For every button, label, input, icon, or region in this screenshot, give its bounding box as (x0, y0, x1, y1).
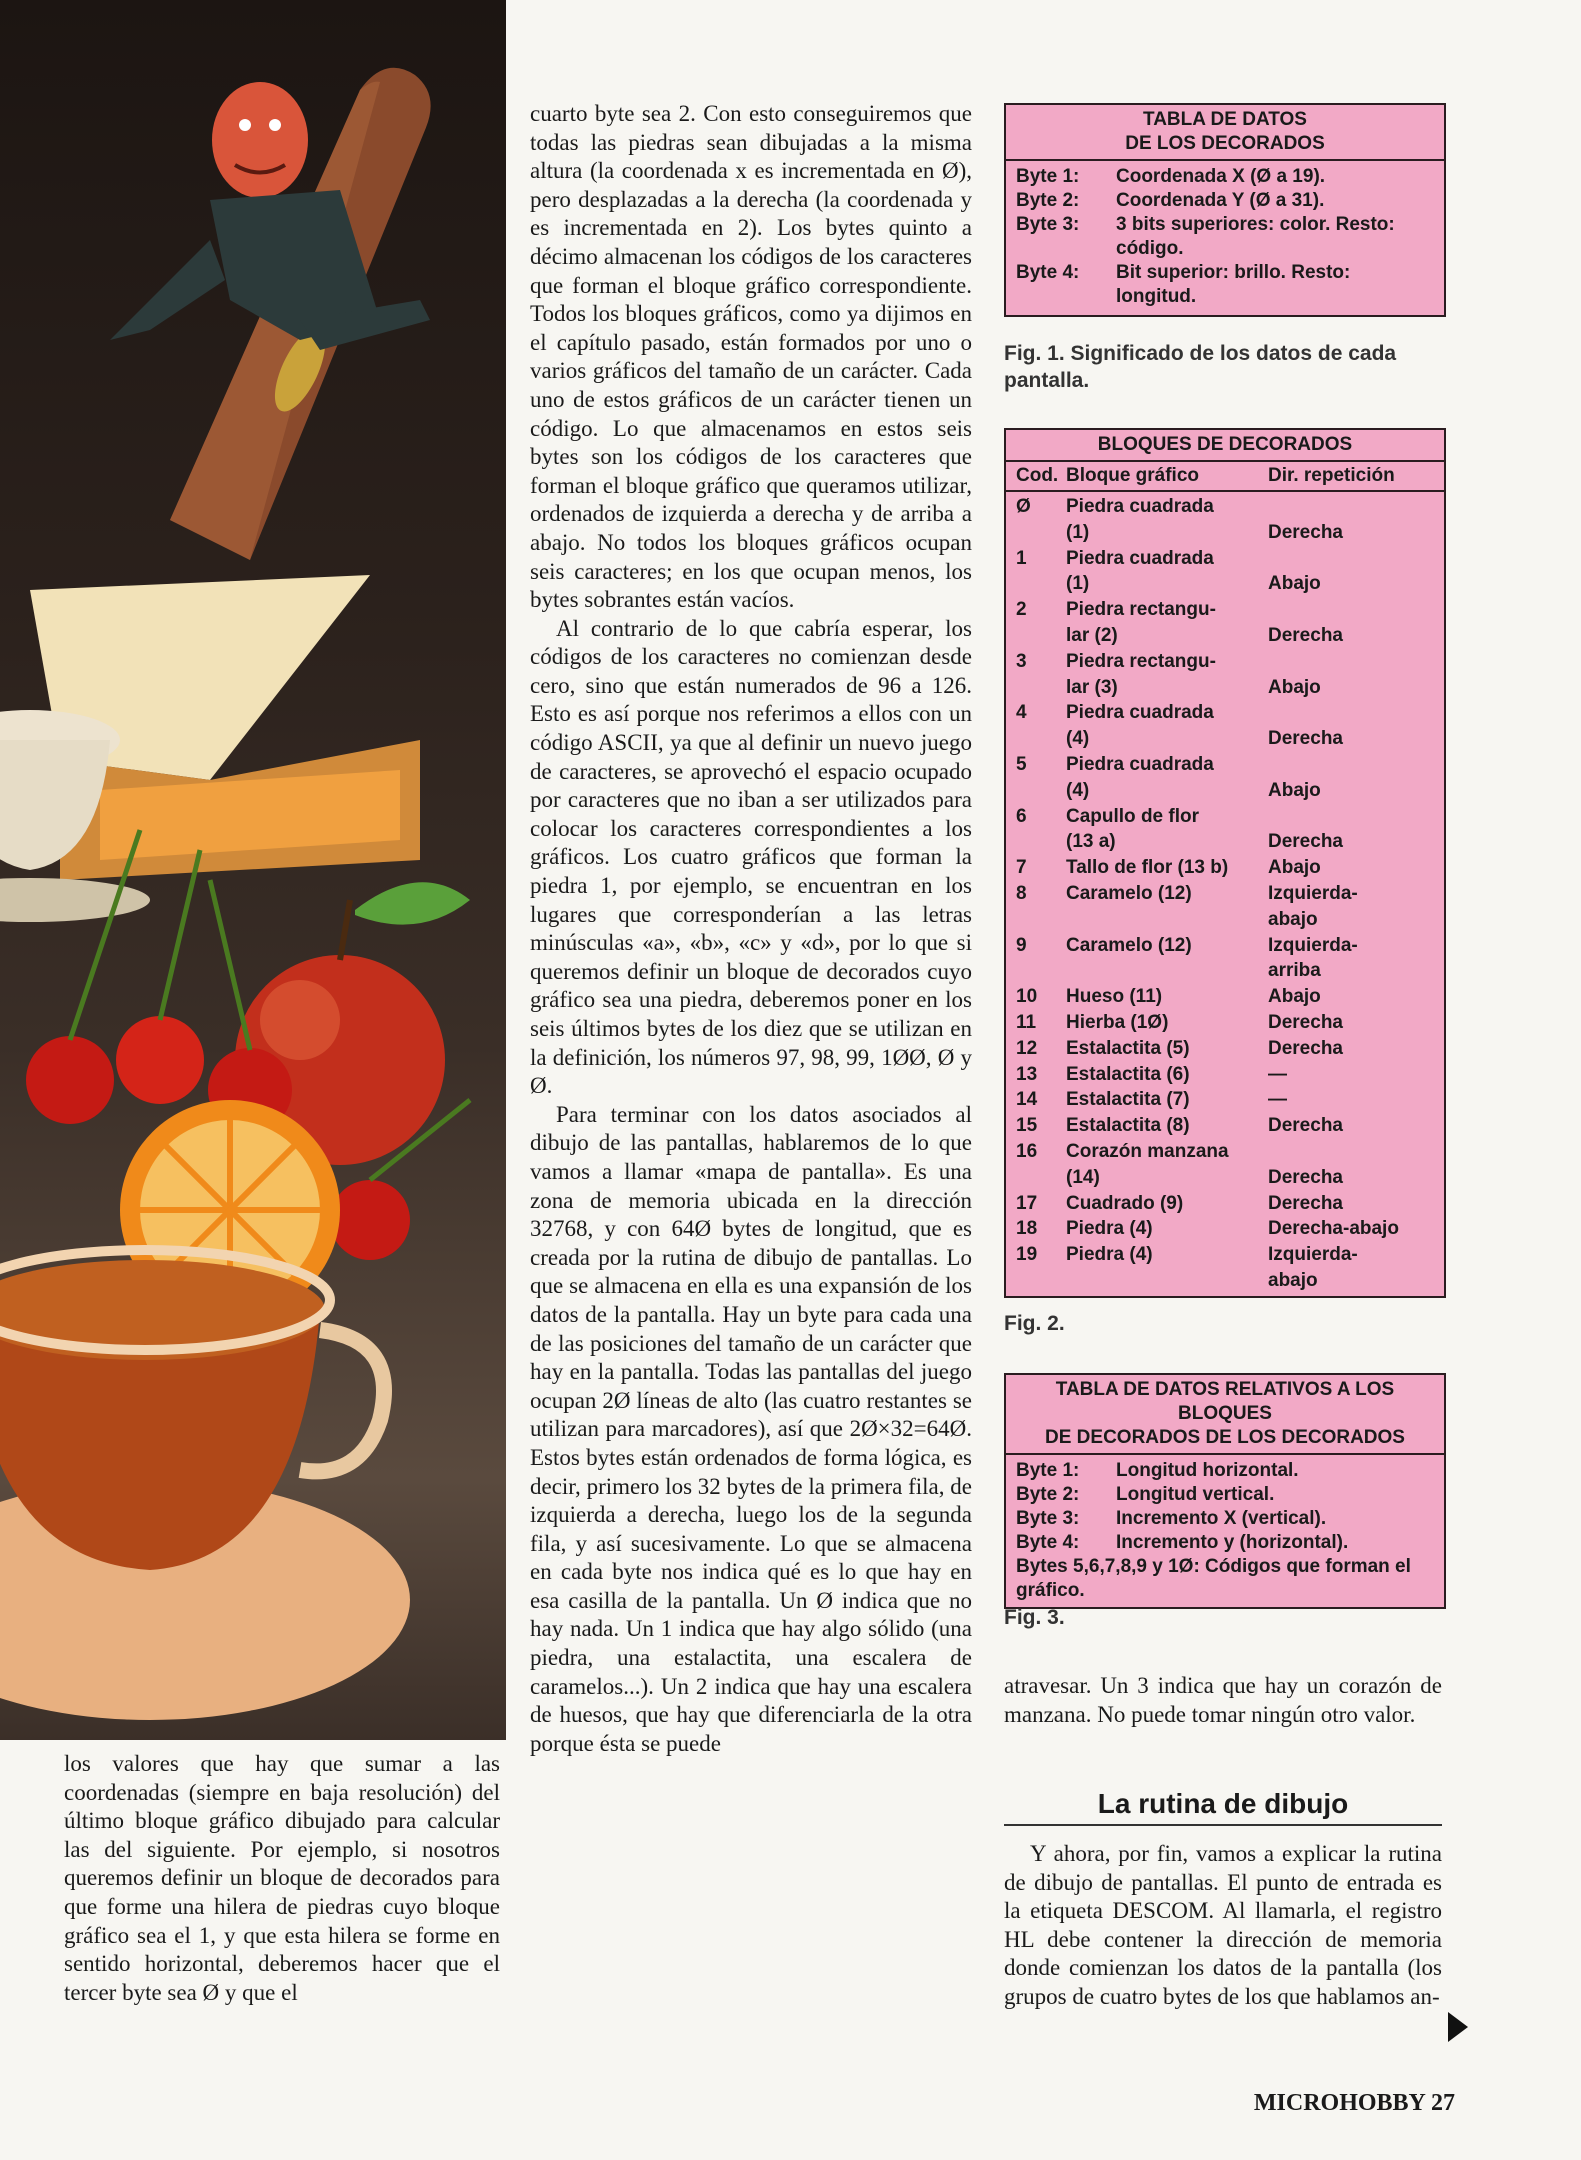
table-row (1006, 213, 1444, 261)
fig3-caption: Fig. 3. (1004, 1606, 1065, 1629)
table-row (1006, 597, 1444, 623)
row-block: Piedra cuadrada (1066, 753, 1214, 775)
row-code: 15 (1016, 1115, 1038, 1137)
table-row (1006, 881, 1444, 907)
row-direction: Derecha (1268, 1166, 1343, 1188)
row-direction: abajo (1268, 1269, 1318, 1291)
row-direction: Derecha (1268, 1037, 1343, 1059)
row-code (1016, 571, 1066, 597)
col-header-dir: Dir. repetición (1268, 465, 1395, 486)
row-block: Hueso (11) (1066, 986, 1163, 1008)
cover-illustration (0, 0, 506, 1740)
row-code (1016, 829, 1066, 855)
fig1-title-line1: TABLA DE DATOS (1143, 109, 1307, 130)
table-row: Bytes 5,6,7,8,9 y 1Ø: Códigos que forman el gráfico. (1016, 1556, 1411, 1601)
table-row (1006, 520, 1444, 546)
table-row (1006, 1459, 1444, 1483)
row-key: Byte 3: (1016, 1508, 1080, 1529)
row-direction (1268, 649, 1434, 675)
row-block (1066, 958, 1268, 984)
row-direction: Abajo (1268, 676, 1321, 698)
row-value: Coordenada X (Ø a 19). (1116, 166, 1326, 187)
row-direction (1268, 752, 1434, 778)
col-header-bloque: Bloque gráfico (1066, 465, 1200, 486)
row-code (1016, 675, 1066, 701)
row-direction: Derecha (1268, 1192, 1343, 1214)
row-value: Bit superior: brillo. Resto: longitud. (1116, 262, 1351, 307)
row-direction (1268, 804, 1434, 830)
row-direction (1268, 597, 1434, 623)
row-direction: Abajo (1268, 573, 1321, 595)
row-direction: abajo (1268, 908, 1318, 930)
paragraph: atravesar. Un 3 indica que hay un corazón de manzana. No puede tomar ningún otro valor. (1004, 1673, 1442, 1727)
row-code: 4 (1016, 702, 1027, 724)
row-code: 2 (1016, 599, 1027, 621)
teacup-icon (0, 1250, 410, 1720)
col-header-cod: Cod. (1016, 465, 1059, 486)
table-row (1006, 984, 1444, 1010)
table-row (1006, 1242, 1444, 1268)
row-block: Hierba (1Ø) (1066, 1011, 1169, 1033)
fig3-title-line2: DE DECORADOS DE LOS DECORADOS (1045, 1427, 1405, 1448)
row-code: 16 (1016, 1140, 1038, 1162)
row-value: Longitud horizontal. (1116, 1460, 1299, 1481)
row-code (1016, 778, 1066, 804)
row-value: Incremento y (horizontal). (1116, 1532, 1349, 1553)
row-value: Coordenada Y (Ø a 31). (1116, 190, 1325, 211)
middle-column-text (530, 100, 972, 1758)
row-block: Piedra rectangu- (1066, 650, 1216, 672)
row-direction (1268, 700, 1434, 726)
table-row (1006, 1483, 1444, 1507)
table-row (1006, 1010, 1444, 1036)
illustration-art (0, 0, 506, 1740)
row-code: 6 (1016, 805, 1027, 827)
left-column-text (64, 1750, 500, 2007)
row-direction: — (1268, 1063, 1287, 1085)
fig2-table (1004, 428, 1446, 1298)
row-direction (1268, 494, 1434, 520)
right-column-text-2 (1004, 1840, 1442, 2012)
row-code: 1 (1016, 547, 1027, 569)
row-block: Tallo de flor (13 b) (1066, 857, 1229, 879)
paragraph: Y ahora, por fin, vamos a explicar la rutina de dibujo de pantallas. El punto de entrada es la etiqueta DESCOM. Al llamarla, el registro HL debe contener la dirección de memoria donde comienzan los datos de la pantalla (los grupos de cuatro bytes de los que hablamos an- (1004, 1841, 1442, 2009)
row-code (1016, 1165, 1066, 1191)
continue-arrow-icon (1448, 2012, 1468, 2042)
row-block: Estalactita (6) (1066, 1063, 1190, 1085)
fig1-caption: Fig. 1. Significado de los datos de cada pantalla. (1004, 342, 1397, 392)
row-code: 11 (1016, 1011, 1037, 1033)
row-block: (1) (1066, 573, 1090, 595)
fig2-caption: Fig. 2. (1004, 1312, 1065, 1335)
row-code (1016, 726, 1066, 752)
row-block (1066, 1268, 1268, 1294)
row-block: (13 a) (1066, 831, 1116, 853)
table-row (1006, 1062, 1444, 1088)
row-block: Caramelo (12) (1066, 934, 1192, 956)
row-direction: arriba (1268, 960, 1321, 982)
row-block: Estalactita (8) (1066, 1115, 1190, 1137)
row-code: 18 (1016, 1218, 1038, 1240)
table-row (1006, 907, 1444, 933)
row-code: 17 (1016, 1192, 1038, 1214)
row-code: Ø (1016, 496, 1031, 517)
row-direction: Derecha (1268, 1011, 1343, 1033)
paragraph: Al contrario de lo que cabría esperar, los códigos de los caracteres no comienzan desde cero, sino que están numerados de 96 a 126. Esto es así porque nos referimos a ellos con un código ASCII, ya que al definir un nuevo juego de caracteres, se aprovechó el espacio ocupado por caracteres que no iban a ser utilizados para colocar los caracteres correspondientes a los gráficos. Los cuatro gráficos que forman la piedra 1, por ejemplo, se encuentran en los lugares que corresponderían a las letras minúsculas «a», «b», «c» y «d», por lo que si queremos definir un bloque de decorados cuyo gráfico sea una piedra, deberemos poner en los seis últimos bytes de los diez que se utilizan en la definición, los números 97, 98, 99, 1ØØ, Ø y Ø. (530, 615, 972, 1099)
row-block: Estalactita (7) (1066, 1089, 1190, 1111)
table-row (1006, 675, 1444, 701)
row-block: Piedra cuadrada (1066, 496, 1214, 517)
row-code (1016, 623, 1066, 649)
row-code (1016, 520, 1066, 546)
row-direction (1268, 1139, 1434, 1165)
paragraph: Para terminar con los datos asociados al dibujo de las pantallas, hablaremos de lo que vamos a llamar «mapa de pantalla». Es una zona de memoria ubicada en la dirección 32768, y con 64Ø bytes de longitud, que es creada por la rutina de dibujo de pantallas. Lo que se almacena en ella es una expansión de los datos de la pantalla. Hay un byte para cada una de las posiciones del tamaño de un carácter que hay en la pantalla. Todas las pantallas del juego ocupan 2Ø líneas de alto (las cuatro restantes se utilizan para marcadores), así que 2Ø×32=64Ø. Estos bytes están ordenados de forma lógica, es decir, primero los 32 bytes de la primera fila, de izquierda a derecha, luego los de la segunda fila, y así sucesivamente. Lo que se almacena en cada byte nos indica qué es lo que hay en esa casilla de la pantalla. Un Ø indica que no hay nada. Un 1 indica que hay algo sólido (una piedra, una estalactita, una escalera de caramelos...). Un 2 indica que hay una escalera de huesos, que hay que diferenciarla de la otra porque ésta se puede (530, 1101, 972, 1756)
row-direction: Derecha-abajo (1268, 1218, 1399, 1240)
row-value: 3 bits superiores: color. Resto: código. (1116, 214, 1395, 259)
fig2-body (1006, 492, 1444, 1296)
table-row (1006, 1139, 1444, 1165)
row-block: (4) (1066, 728, 1090, 750)
row-code: 8 (1016, 882, 1027, 904)
row-key: Byte 1: (1016, 166, 1080, 187)
row-code (1016, 1268, 1066, 1294)
row-direction (1268, 546, 1434, 572)
row-direction: Abajo (1268, 779, 1321, 801)
table-row (1006, 752, 1444, 778)
row-code (1016, 958, 1066, 984)
row-direction: — (1268, 1089, 1287, 1111)
row-block: (1) (1066, 521, 1090, 543)
paragraph: los valores que hay que sumar a las coordenadas (siempre en baja resolución) del último bloque gráfico dibujado para calcular las del siguiente. Por ejemplo, si nosotros queremos definir un bloque de decorados para que forme una hilera de piedras cuyo bloque gráfico sea el 1, y que esta hilera se forme en sentido horizontal, deberemos hacer que el tercer byte sea Ø y que el (64, 1751, 500, 2005)
row-code: 9 (1016, 934, 1027, 956)
table-row (1006, 958, 1444, 984)
row-code: 19 (1016, 1244, 1038, 1266)
row-code: 3 (1016, 650, 1027, 672)
row-code: 12 (1016, 1037, 1038, 1059)
table-row (1006, 804, 1444, 830)
row-direction: Abajo (1268, 986, 1321, 1008)
table-row (1006, 1191, 1444, 1217)
table-row (1006, 261, 1444, 309)
table-row (1006, 571, 1444, 597)
table-row (1006, 778, 1444, 804)
row-key: Byte 2: (1016, 190, 1080, 211)
page-footer: MICROHOBBY 27 (1253, 2090, 1455, 2116)
section-heading: La rutina de dibujo (1004, 1786, 1442, 1826)
row-direction: Abajo (1268, 857, 1321, 879)
table-row (1006, 1036, 1444, 1062)
table-row (1006, 1507, 1444, 1531)
table-row (1006, 700, 1444, 726)
paragraph: cuarto byte sea 2. Con esto conseguiremos que todas las piedras sean dibujadas a la misma altura (la coordenada x es incrementada en Ø), pero desplazadas a la derecha (la coordenada y es incrementada en 2). Los bytes quinto a décimo almacenan los códigos de los caracteres que forman el bloque gráfico correspondiente. Todos los bloques gráficos, como ya dijimos en el capítulo pasado, están formados por uno o varios gráficos del tamaño de un carácter. Cada uno de estos gráficos de un carácter tienen un código. Lo que almacenamos en estos seis bytes son los códigos de los caracteres que forman el bloque gráfico que queramos utilizar, ordenados de izquierda a derecha y de arriba a abajo. No todos los bloques gráficos ocupan seis caracteres; en los que ocupan menos, los bytes sobrantes están vacíos. (530, 101, 972, 613)
table-row (1006, 829, 1444, 855)
row-block: Piedra (4) (1066, 1218, 1153, 1240)
table-row (1006, 165, 1444, 189)
fig2-title: BLOQUES DE DECORADOS (1006, 430, 1444, 462)
row-code (1016, 907, 1066, 933)
fig3-title-line1: TABLA DE DATOS RELATIVOS A LOS BLOQUES (1055, 1379, 1395, 1424)
fig3-table (1004, 1373, 1446, 1609)
table-row (1006, 189, 1444, 213)
fig1-title (1006, 105, 1444, 161)
row-block: Caramelo (12) (1066, 882, 1192, 904)
row-block: lar (2) (1066, 624, 1118, 646)
row-block: Piedra rectangu- (1066, 599, 1216, 621)
fig1-title-line2: DE LOS DECORADOS (1125, 133, 1325, 154)
row-code: 5 (1016, 753, 1027, 775)
row-key: Byte 1: (1016, 1460, 1080, 1481)
row-block: lar (3) (1066, 676, 1118, 698)
row-block: Estalactita (5) (1066, 1037, 1190, 1059)
fig2-header-row (1006, 462, 1444, 492)
row-code: 13 (1016, 1063, 1038, 1085)
row-key: Byte 4: (1016, 262, 1080, 283)
row-code: 10 (1016, 986, 1038, 1008)
row-direction: Derecha (1268, 624, 1343, 646)
table-row (1006, 1531, 1444, 1555)
table-row (1006, 649, 1444, 675)
row-block: Cuadrado (9) (1066, 1192, 1184, 1214)
table-row (1006, 1087, 1444, 1113)
row-direction: Derecha (1268, 831, 1343, 853)
table-row (1006, 726, 1444, 752)
row-block: Piedra cuadrada (1066, 702, 1214, 724)
row-key: Byte 2: (1016, 1484, 1080, 1505)
row-direction: Izquierda- (1268, 934, 1358, 956)
row-key: Byte 4: (1016, 1532, 1080, 1553)
row-direction: Izquierda- (1268, 882, 1358, 904)
row-block: (4) (1066, 779, 1090, 801)
table-row (1006, 933, 1444, 959)
row-code: 14 (1016, 1089, 1038, 1111)
row-direction: Izquierda- (1268, 1244, 1358, 1266)
table-row (1006, 1216, 1444, 1242)
row-key: Byte 3: (1016, 214, 1080, 235)
row-block: Piedra cuadrada (1066, 547, 1214, 569)
row-code: 7 (1016, 857, 1027, 879)
row-block: Corazón manzana (1066, 1140, 1229, 1162)
table-row (1006, 1165, 1444, 1191)
row-direction: Derecha (1268, 521, 1343, 543)
row-block: Piedra (4) (1066, 1244, 1153, 1266)
table-row (1006, 1113, 1444, 1139)
table-row (1006, 546, 1444, 572)
fig3-title (1006, 1375, 1444, 1455)
row-value: Incremento X (vertical). (1116, 1508, 1327, 1529)
row-block: (14) (1066, 1166, 1100, 1188)
row-direction: Derecha (1268, 1115, 1343, 1137)
row-value: Longitud vertical. (1116, 1484, 1275, 1505)
row-direction: Derecha (1268, 728, 1343, 750)
fig1-table (1004, 103, 1446, 317)
table-row (1006, 1268, 1444, 1294)
table-row (1006, 855, 1444, 881)
row-block (1066, 907, 1268, 933)
row-block: Capullo de flor (1066, 805, 1199, 827)
right-column-text (1004, 1672, 1442, 1729)
table-row (1006, 623, 1444, 649)
table-row (1006, 494, 1444, 520)
